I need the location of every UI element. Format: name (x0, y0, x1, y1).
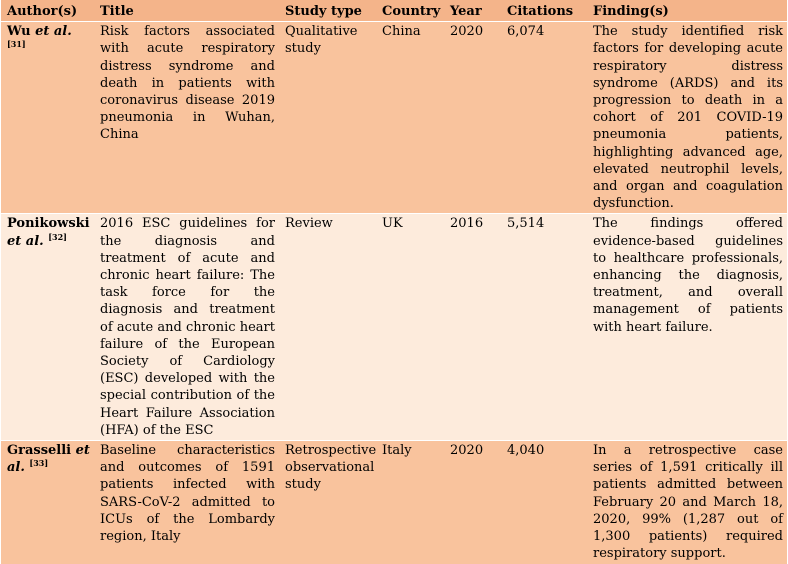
table-row (1, 441, 787, 564)
table-header-row (1, 0, 787, 22)
year-cell: 2020 (444, 441, 501, 564)
reference-number: [31] (7, 39, 26, 50)
header-title: Title (94, 0, 279, 22)
citations-cell: 4,040 (501, 441, 587, 564)
country-cell: Italy (376, 441, 444, 564)
title-cell: Risk factors associated with acute respiratory distress syndrome and death in patients with coronavirus disease 2019 pneumonia in Wuhan, China (94, 22, 279, 214)
findings-cell: In a retrospective case series of 1,591 critically ill patients admitted between February 20 and March 18, 2020, 99% (1,287 out of 1,300 patients) required respiratory support. (587, 441, 787, 564)
citations-cell: 5,514 (501, 214, 587, 441)
country-cell: China (376, 22, 444, 214)
author-name: Wu (7, 24, 31, 40)
author-etal: et al. (7, 443, 90, 476)
header-citations: Citations (501, 0, 587, 22)
header-year: Year (444, 0, 501, 22)
year-cell: 2020 (444, 22, 501, 214)
title-cell: 2016 ESC guidelines for the diagnosis and treatment of acute and chronic heart failure: The task force for the diagnosis and treatment of acute and chronic heart failure of the European Society of Cardiology (ESC) developed with the special contribution of the Heart Failure Association (HFA) of the ESC (94, 214, 279, 441)
header-authors: Author(s) (1, 0, 94, 22)
literature-table (1, 0, 787, 564)
study-type-cell: Retrospective observational study (279, 441, 376, 564)
study-type-cell: Review (279, 214, 376, 441)
author-cell (1, 214, 94, 441)
citations-cell: 6,074 (501, 22, 587, 214)
reference-number: [33] (29, 458, 49, 469)
header-findings: Finding(s) (587, 0, 787, 22)
header-country: Country (376, 0, 444, 22)
reference-number: [32] (48, 231, 67, 242)
author-etal: et al. (7, 233, 44, 249)
header-study-type: Study type (279, 0, 376, 22)
table-row (1, 214, 787, 441)
country-cell: UK (376, 214, 444, 441)
author-name: Grasselli (7, 443, 72, 459)
author-cell (1, 22, 94, 214)
table-row (1, 22, 787, 214)
findings-cell: The findings offered evidence-based guidelines to healthcare professionals, enhancing the diagnosis, treatment, and overall management of patients with heart failure. (587, 214, 787, 441)
author-cell (1, 441, 94, 564)
findings-cell: The study identified risk factors for developing acute respiratory distress syndrome (ARDS) and its progression to death in a cohort of 201 COVID-19 pneumonia patients, highlighting advanced age, elevated neutrophil levels, and organ and coagulation dysfunction. (587, 22, 787, 214)
author-etal: et al. (35, 24, 72, 40)
title-cell: Baseline characteristics and outcomes of 1591 patients infected with SARS-CoV-2 admitted to ICUs of the Lombardy region, Italy (94, 441, 279, 564)
year-cell: 2016 (444, 214, 501, 441)
author-name: Ponikowski (7, 216, 90, 232)
study-type-cell: Qualitative study (279, 22, 376, 214)
